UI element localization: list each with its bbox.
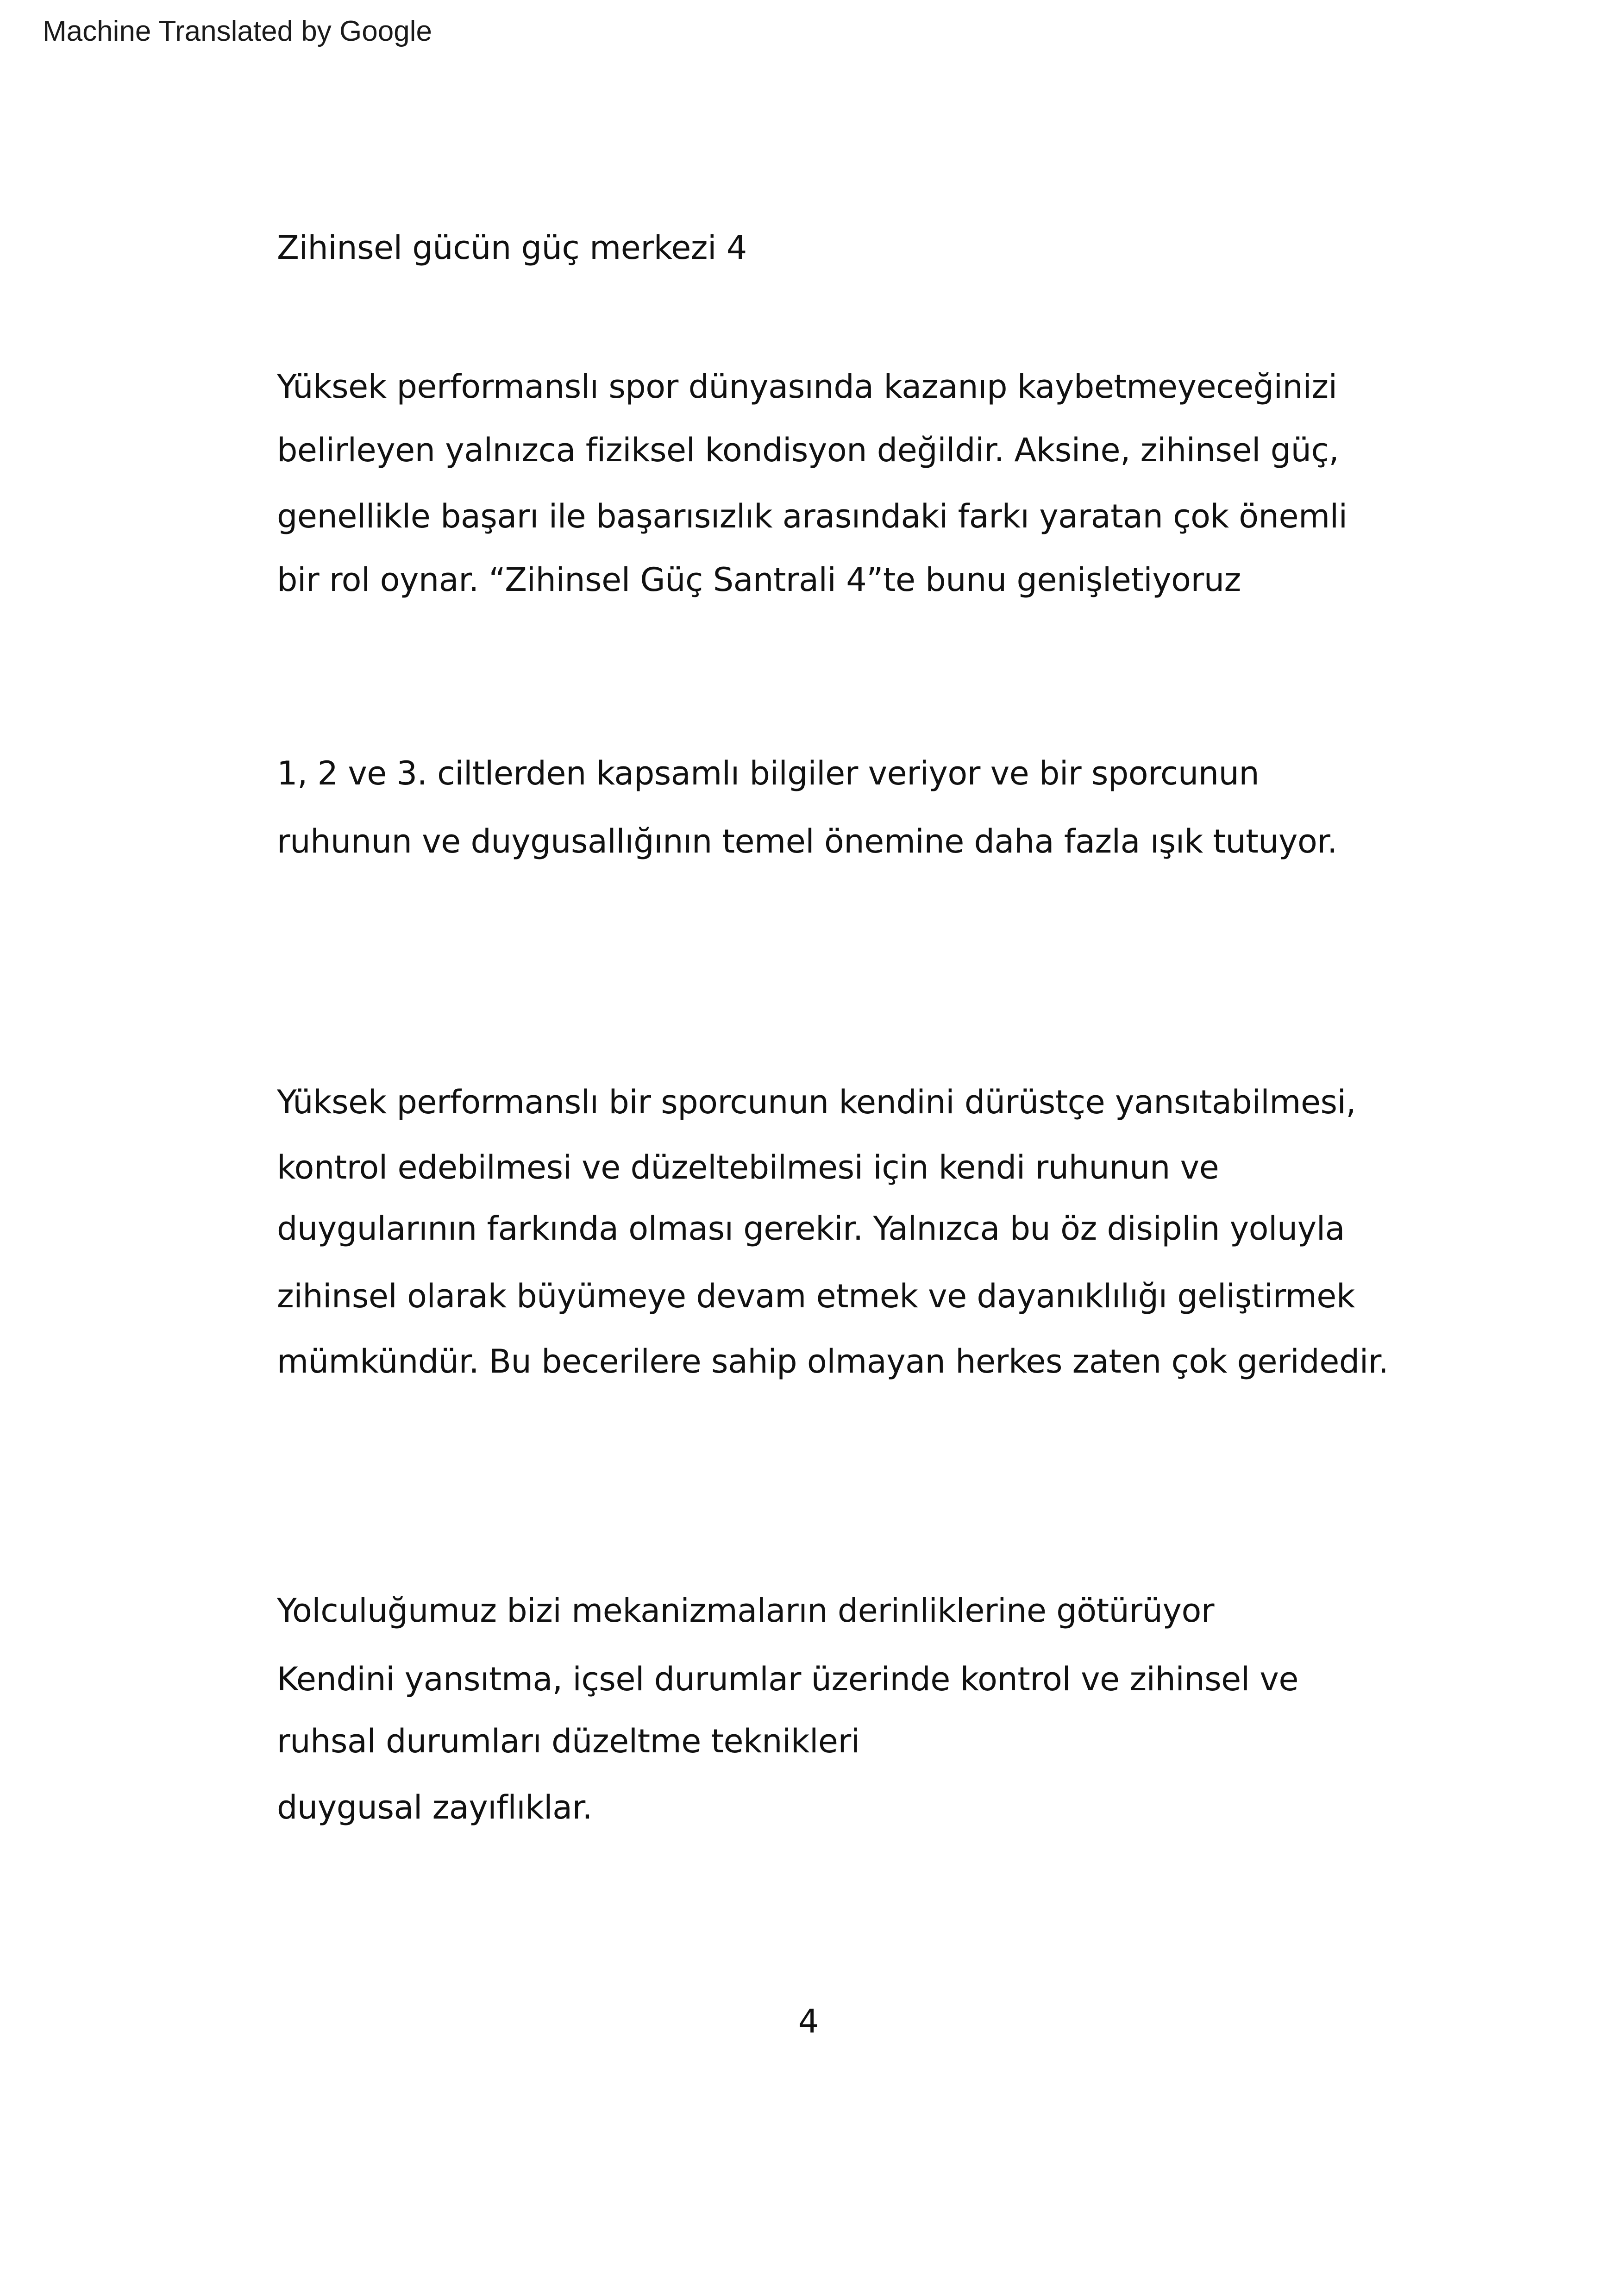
- paragraph-4-line-2: Kendini yansıtma, içsel durumlar üzerinde kontrol ve zihinsel ve: [277, 1660, 1298, 1698]
- paragraph-3-line-4: zihinsel olarak büyümeye devam etmek ve dayanıklılığı geliştirmek: [277, 1277, 1355, 1315]
- paragraph-3-line-3: duygularının farkında olması gerekir. Yalnızca bu öz disiplin yoluyla: [277, 1210, 1345, 1248]
- paragraph-2-line-2: ruhunun ve duygusallığının temel önemine daha fazla ışık tutuyor.: [277, 822, 1337, 860]
- page-number: 4: [798, 2002, 819, 2040]
- paragraph-3-line-2: kontrol edebilmesi ve düzeltebilmesi için kendi ruhunun ve: [277, 1148, 1219, 1186]
- paragraph-4-line-4: duygusal zayıflıklar.: [277, 1788, 593, 1826]
- paragraph-1-line-1: Yüksek performanslı spor dünyasında kazanıp kaybetmeyeceğinizi: [277, 368, 1337, 406]
- paragraph-4-line-3: ruhsal durumları düzeltme teknikleri: [277, 1722, 860, 1760]
- document-title: Zihinsel gücün güç merkezi 4: [277, 229, 747, 267]
- machine-translation-banner: Machine Translated by Google: [43, 15, 432, 47]
- paragraph-3-line-5: mümkündür. Bu becerilere sahip olmayan herkes zaten çok geridedir.: [277, 1342, 1389, 1380]
- paragraph-1-line-3: genellikle başarı ile başarısızlık arasındaki farkı yaratan çok önemli: [277, 497, 1348, 535]
- paragraph-2-line-1: 1, 2 ve 3. ciltlerden kapsamlı bilgiler veriyor ve bir sporcunun: [277, 754, 1260, 792]
- paragraph-1-line-2: belirleyen yalnızca fiziksel kondisyon değildir. Aksine, zihinsel güç,: [277, 431, 1339, 469]
- paragraph-1-line-4: bir rol oynar. “Zihinsel Güç Santrali 4”te bunu genişletiyoruz: [277, 561, 1241, 599]
- paragraph-4-line-1: Yolculuğumuz bizi mekanizmaların derinliklerine götürüyor: [277, 1592, 1215, 1630]
- paragraph-3-line-1: Yüksek performanslı bir sporcunun kendini dürüstçe yansıtabilmesi,: [277, 1083, 1356, 1121]
